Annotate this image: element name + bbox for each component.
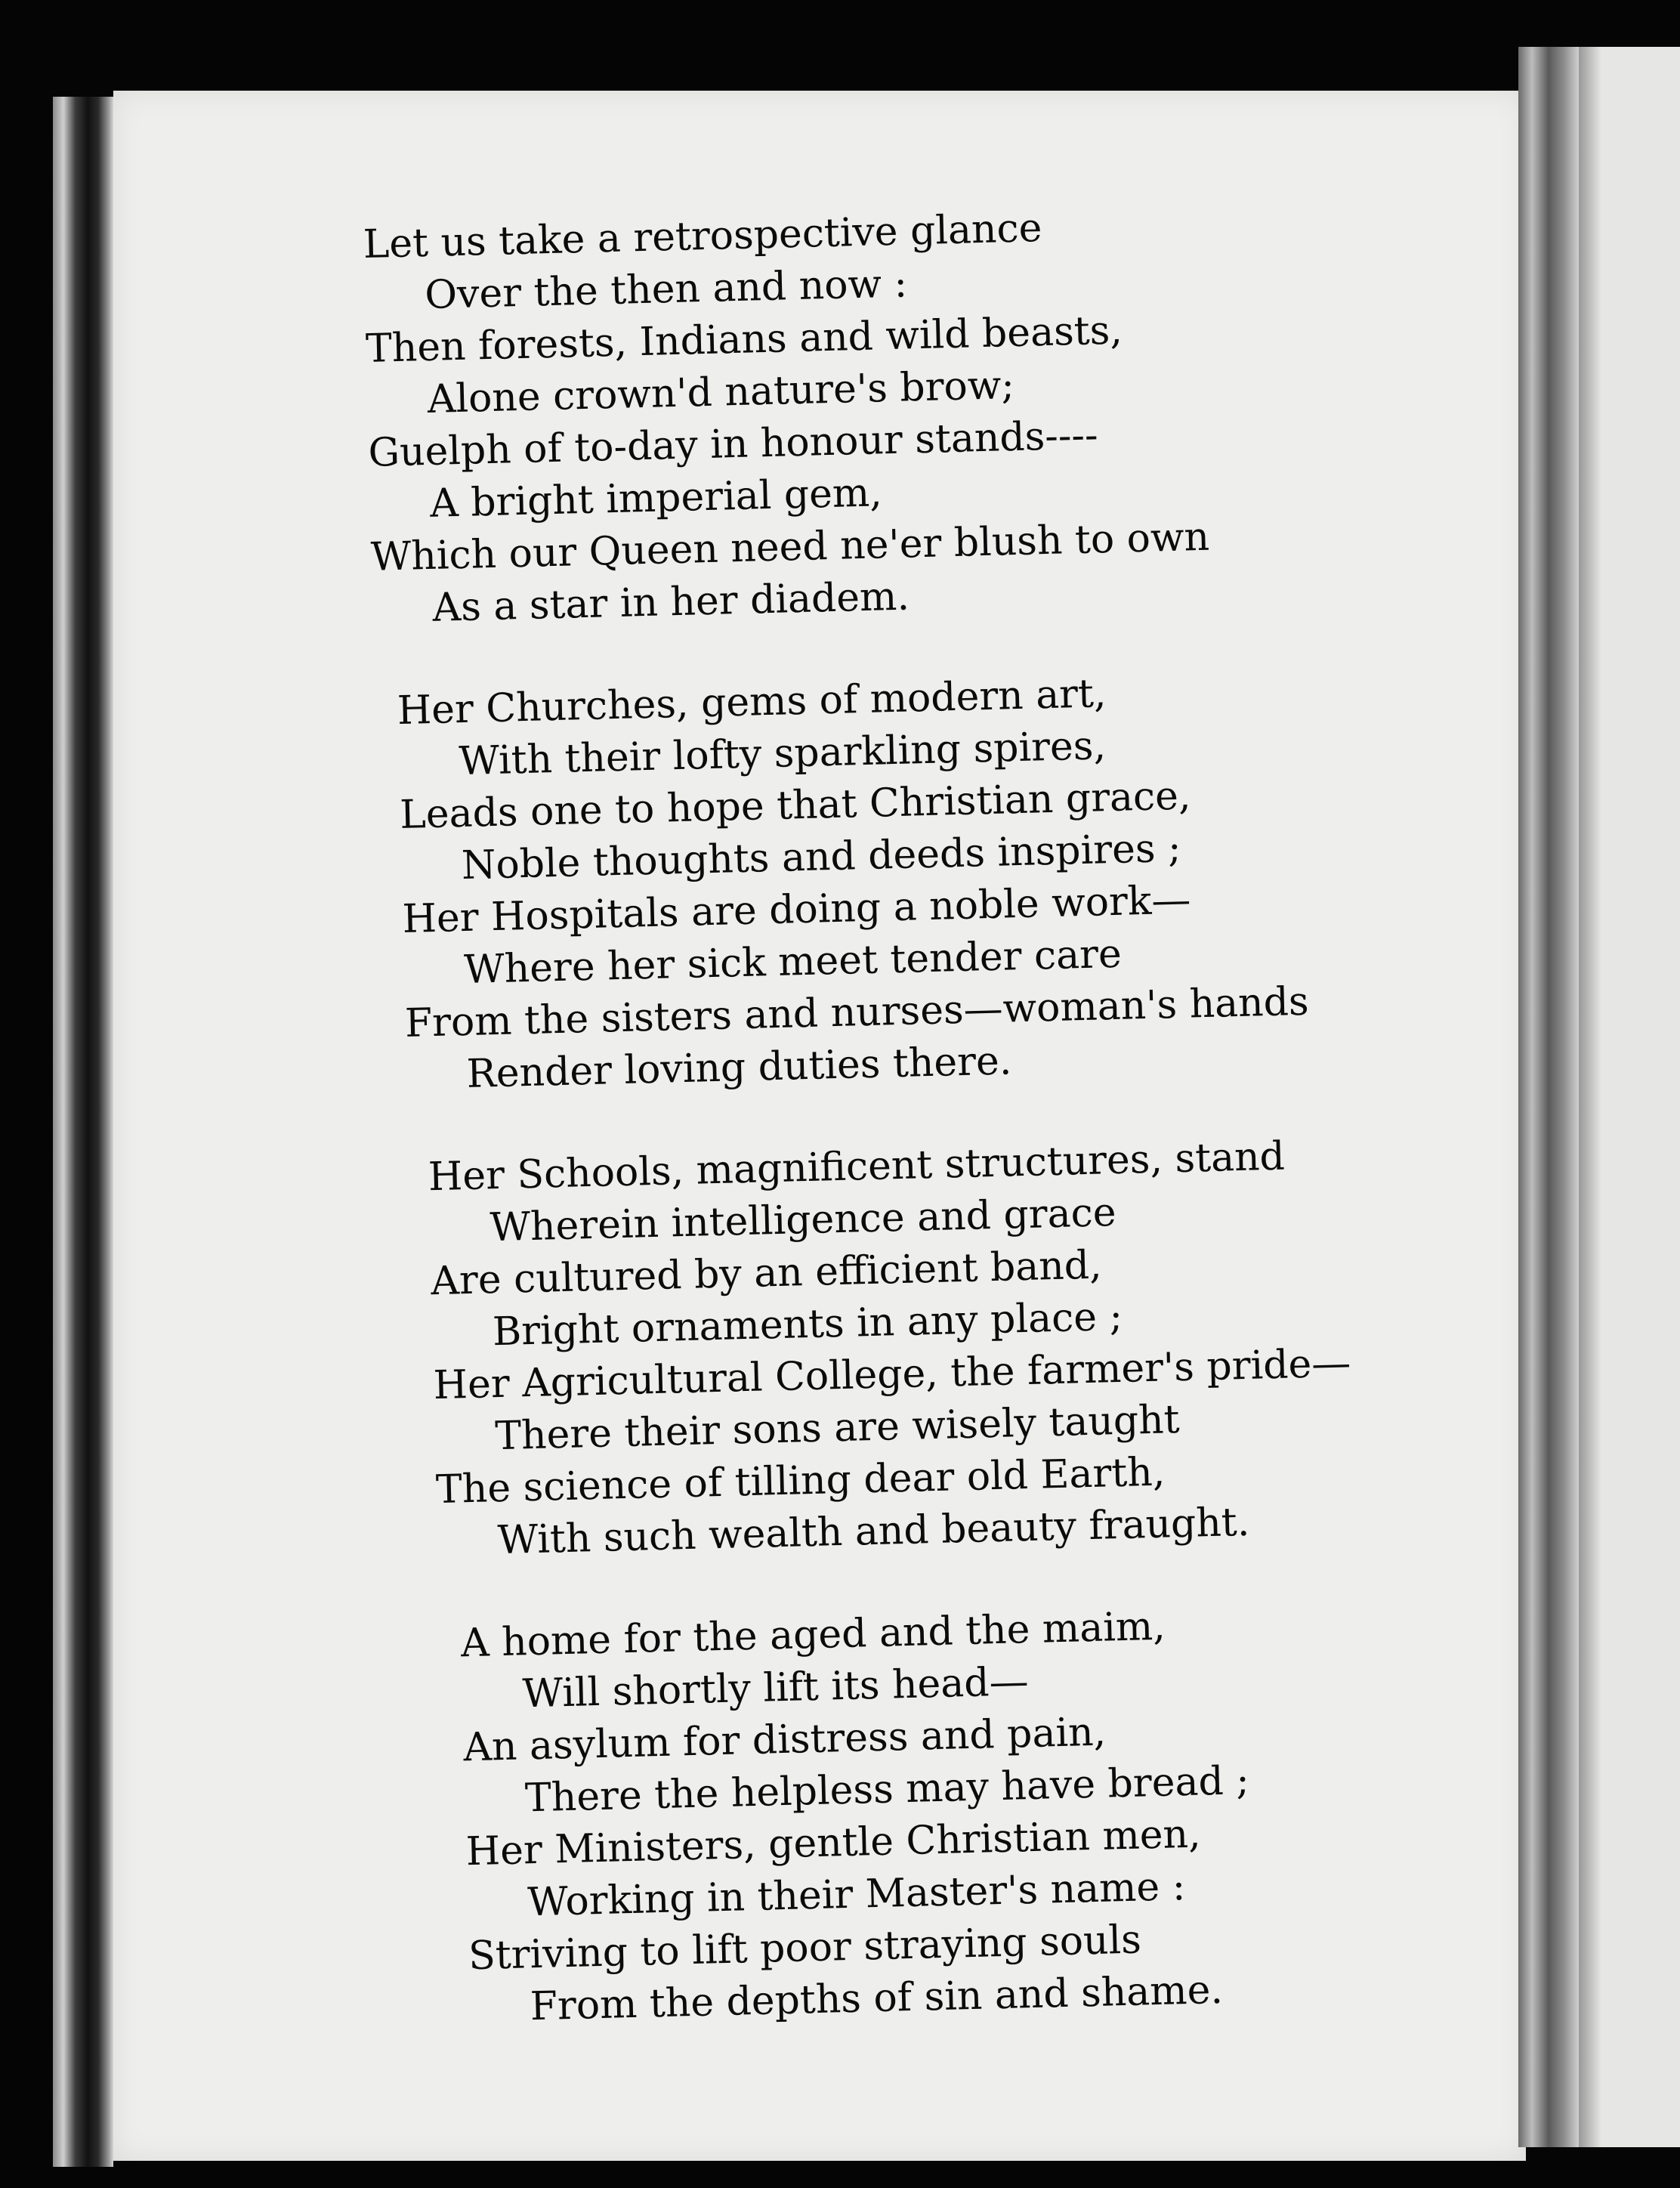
page-edge-shadow — [1518, 47, 1579, 2147]
poem-line: An asylum for distress and pain, — [462, 1709, 1107, 1771]
poem-line: Render loving duties there. — [465, 1038, 1012, 1097]
poem-line: Guelph of to-day in honour stands---- — [367, 413, 1099, 476]
poem-line: A home for the aged and the maim, — [460, 1603, 1166, 1667]
stanza-4 — [460, 1593, 1479, 2035]
poem-line: Leads one to hope that Christian grace, — [399, 773, 1192, 839]
poem-line: With such wealth and beauty fraught. — [497, 1499, 1250, 1564]
poem-line: Over the then and now : — [424, 261, 908, 319]
poem-line: Her Churches, gems of modern art, — [397, 671, 1107, 734]
poem-line: From the depths of sin and shame. — [530, 1967, 1224, 2030]
poem-line: The science of tilling dear old Earth, — [435, 1449, 1166, 1513]
stanza-2 — [397, 660, 1456, 1102]
poem-line: Will shortly lift its head— — [522, 1659, 1030, 1717]
poem-line: Then forests, Indians and wild beasts, — [365, 307, 1123, 372]
poem-line: Which our Queen need ne'er blush to own — [370, 514, 1210, 580]
stanza-1 — [363, 193, 1445, 636]
poem-line: There their sons are wisely taught — [494, 1397, 1181, 1460]
poem-line: A bright imperial gem, — [429, 470, 883, 527]
poem-line: Wherein intelligence and grace — [489, 1190, 1117, 1251]
poem-line: Her Agricultural College, the farmer's pride— — [433, 1340, 1351, 1409]
poem-text — [363, 193, 1481, 2086]
poem-line: From the sisters and nurses—woman's hands — [404, 978, 1310, 1046]
poem-line: Her Hospitals are doing a noble work— — [401, 877, 1192, 942]
stanza-3 — [428, 1126, 1468, 1568]
poem-line: Striving to lift poor straying souls — [468, 1917, 1142, 1979]
poem-line: Bright ornaments in any place ; — [492, 1293, 1123, 1355]
poem-line: Where her sick meet tender care — [463, 931, 1123, 994]
binding-gutter — [53, 97, 113, 2167]
poem-line: Her Ministers, gentle Christian men, — [465, 1811, 1202, 1875]
poem-line: With their lofty sparkling spires, — [458, 723, 1107, 785]
poem-line: There the helpless may have bread ; — [524, 1757, 1250, 1822]
poem-line: As a star in her diadem. — [431, 573, 910, 631]
poem-line: Working in their Master's name : — [527, 1864, 1186, 1926]
poem-line: Her Schools, magnificent structures, stand — [428, 1133, 1286, 1201]
poem-line: Are cultured by an efficient band, — [430, 1242, 1103, 1305]
poem-line: Noble thoughts and deeds inspires ; — [461, 825, 1182, 889]
poem-line: Let us take a retrospective glance — [363, 206, 1043, 267]
facing-page-edge — [1579, 47, 1680, 2147]
poem-line: Alone crown'd nature's brow; — [427, 362, 1015, 422]
